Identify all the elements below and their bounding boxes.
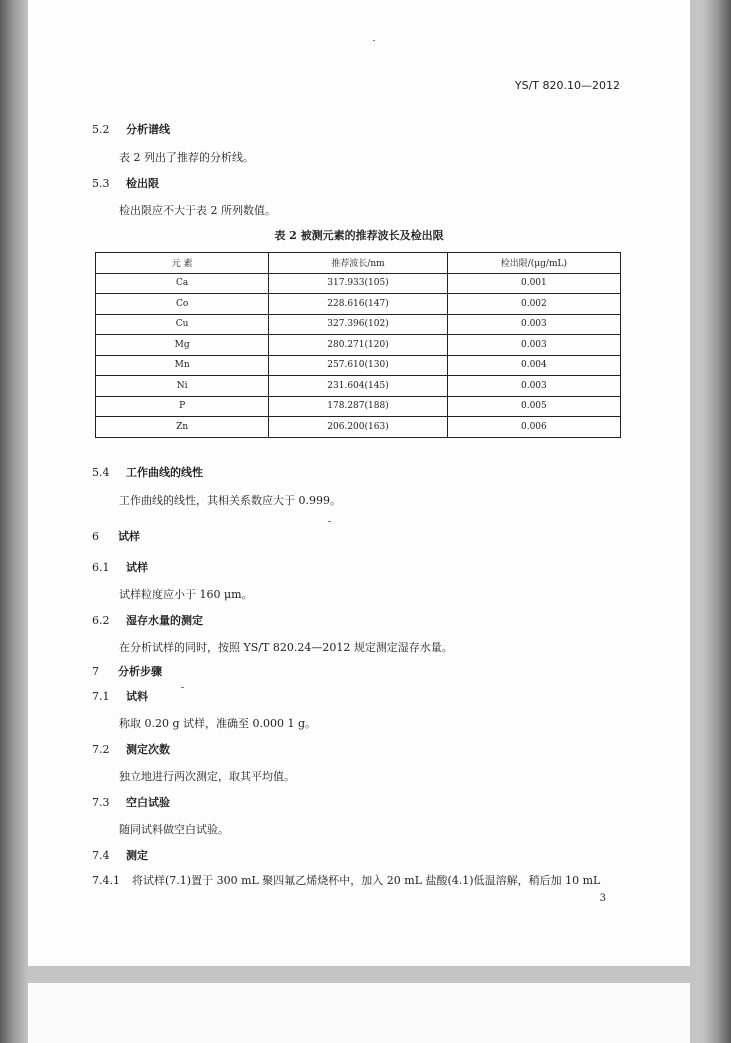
page-number: 3	[599, 893, 606, 904]
paragraph-6-1: 试样粒度应小于 160 μm。	[119, 588, 253, 601]
element-cell: P	[96, 396, 269, 417]
detection-limit-cell: 0.005	[447, 396, 620, 417]
element-cell: Mg	[96, 335, 269, 356]
element-cell: Ni	[96, 376, 269, 397]
section-heading-6-1	[92, 559, 148, 575]
detection-limit-cell: 0.003	[447, 376, 620, 397]
paragraph-5-2: 表 2 列出了推荐的分析线。	[119, 151, 254, 164]
wavelength-cell: 206.200(163)	[269, 417, 448, 438]
wavelength-cell: 231.604(145)	[269, 376, 448, 397]
table-row	[96, 417, 621, 438]
table-row	[96, 396, 621, 417]
element-cell: Mn	[96, 355, 269, 376]
next-page-edge	[28, 983, 690, 1043]
wavelength-cell: 280.271(120)	[269, 335, 448, 356]
wavelength-cell: 327.396(102)	[269, 314, 448, 335]
scan-speck	[328, 521, 331, 522]
section-number: 7	[92, 665, 99, 678]
table-row	[96, 273, 621, 294]
section-heading-7-1	[92, 688, 148, 704]
table-caption: 表 2 被测元素的推荐波长及检出限	[274, 229, 444, 242]
table-header-row	[96, 253, 621, 274]
section-number: 6.1	[92, 561, 110, 574]
section-title: 湿存水量的测定	[126, 614, 203, 627]
element-cell: Cu	[96, 314, 269, 335]
section-heading-5-2	[92, 121, 170, 137]
section-number: 7.4.1	[92, 874, 120, 887]
table-row	[96, 294, 621, 315]
section-heading-7-4	[92, 847, 148, 863]
paragraph-5-3: 检出限应不大于表 2 所列数值。	[119, 204, 276, 217]
paragraph-5-4: 工作曲线的线性，其相关系数应大于 0.999。	[119, 494, 341, 507]
wavelength-cell: 178.287(188)	[269, 396, 448, 417]
section-number: 7.4	[92, 849, 110, 862]
paragraph-7-2: 独立地进行两次测定，取其平均值。	[119, 770, 295, 783]
table-row	[96, 314, 621, 335]
wavelength-cell: 257.610(130)	[269, 355, 448, 376]
paragraph-7-4-1	[92, 872, 600, 888]
section-heading-7-2	[92, 741, 170, 757]
element-cell: Zn	[96, 417, 269, 438]
document-page	[28, 0, 690, 966]
detection-limit-cell: 0.001	[447, 273, 620, 294]
wavelength-table	[95, 252, 621, 438]
column-header: 检出限/(μg/mL)	[447, 253, 620, 274]
wavelength-cell: 317.933(105)	[269, 273, 448, 294]
section-number: 7.2	[92, 743, 110, 756]
element-cell: Ca	[96, 273, 269, 294]
section-heading-6	[92, 528, 140, 544]
section-heading-7	[92, 663, 162, 679]
paragraph-7-1: 称取 0.20 g 试样，准确至 0.000 1 g。	[119, 717, 317, 730]
section-heading-5-4	[92, 464, 203, 480]
section-number: 5.3	[92, 177, 110, 190]
paragraph-6-2: 在分析试样的同时，按照 YS/T 820.24—2012 规定测定湿存水量。	[119, 641, 453, 654]
section-number: 5.2	[92, 123, 110, 136]
section-title: 测定次数	[126, 743, 170, 756]
standard-number: YS/T 820.10—2012	[514, 79, 620, 92]
section-number: 6	[92, 530, 99, 543]
section-heading-6-2	[92, 612, 203, 628]
section-title: 检出限	[126, 177, 159, 190]
section-number: 6.2	[92, 614, 110, 627]
table-row	[96, 376, 621, 397]
scan-speck	[181, 687, 184, 688]
element-cell: Co	[96, 294, 269, 315]
table-row	[96, 355, 621, 376]
wavelength-cell: 228.616(147)	[269, 294, 448, 315]
column-header: 推荐波长/nm	[269, 253, 448, 274]
section-title: 工作曲线的线性	[126, 466, 203, 479]
paragraph-7-3: 随同试料做空白试验。	[119, 823, 229, 836]
section-title: 分析步骤	[118, 665, 162, 678]
column-header: 元 素	[96, 253, 269, 274]
detection-limit-cell: 0.002	[447, 294, 620, 315]
section-title: 分析谱线	[126, 123, 170, 136]
section-heading-7-3	[92, 794, 170, 810]
section-number: 7.3	[92, 796, 110, 809]
section-title: 试样	[118, 530, 140, 543]
detection-limit-cell: 0.004	[447, 355, 620, 376]
detection-limit-cell: 0.003	[447, 335, 620, 356]
table-row	[96, 335, 621, 356]
detection-limit-cell: 0.003	[447, 314, 620, 335]
section-heading-5-3	[92, 175, 159, 191]
section-title: 测定	[126, 849, 148, 862]
paragraph-text: 将试样(7.1)置于 300 mL 聚四氟乙烯烧杯中，加入 20 mL 盐酸(4.1)低温溶解，稍后加 10 mL	[132, 874, 601, 887]
section-title: 试样	[126, 561, 148, 574]
detection-limit-cell: 0.006	[447, 417, 620, 438]
section-title: 空白试验	[126, 796, 170, 809]
section-title: 试料	[126, 690, 148, 703]
section-number: 7.1	[92, 690, 110, 703]
scan-speck	[373, 40, 375, 41]
section-number: 5.4	[92, 466, 110, 479]
